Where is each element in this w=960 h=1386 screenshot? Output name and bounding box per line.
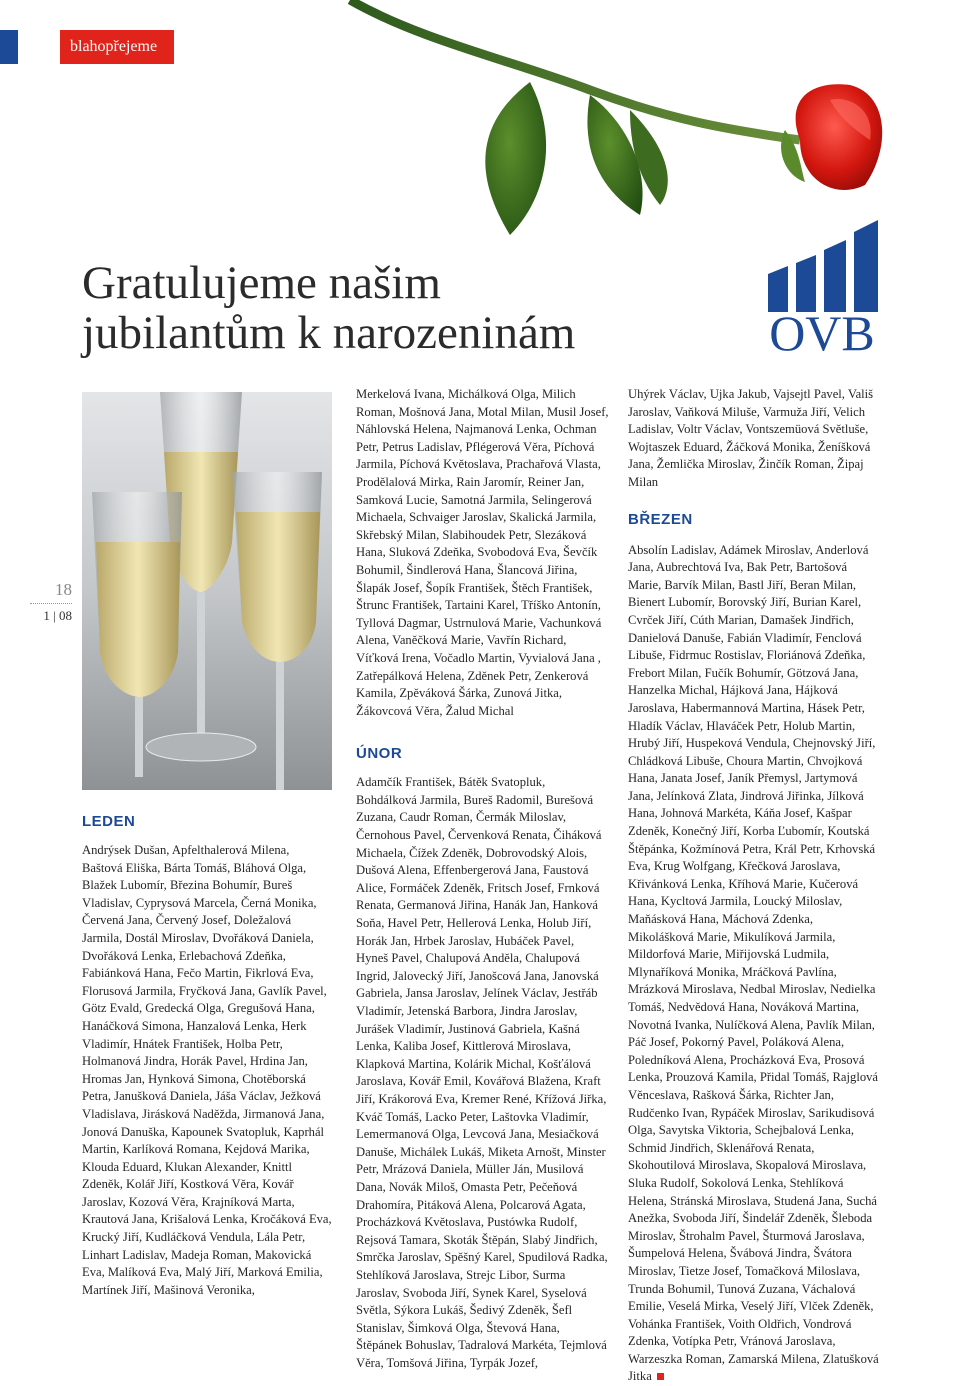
ovb-logo: [766, 214, 880, 361]
names-unor-part2: Uhýrek Václav, Ujka Jakub, Vajsejtl Pavel, Vališ Jaroslav, Vaňková Miluše, Varmuža Jiří, Velich Ladislav, Voltr Václav, Vontszemüová Světluše, Wojtaszek Eduard, Žáčková Monika, Ženíšková Jana, Žemlička Miroslav, Žinčík Roman, Žipaj Milan: [628, 387, 874, 489]
page-number-divider: [30, 603, 72, 604]
column-2: [356, 386, 609, 1372]
names-leden-part1: Andrýsek Dušan, Apfelthalerová Milena, Baštová Eliška, Bárta Tomáš, Bláhová Olga, Blažek Lubomír, Březina Bohumír, Bureš Vladislav, Cyprysová Marcela, Černá Monika, Červená Jana, Červený Josef, Doležalová Jarmila, Dostál Miroslav, Dvořáková Daniela, Dvořáková Lenka, Erlebachová Zdeňka, Fabiánková Hana, Fečo Martin, Fikrlová Eva, Florusová Jarmila, Fryčková Jana, Gavlík Pavel, Götz Evald, Gredecká Olga, Gregušová Hana, Hanáčková Simona, Hanzalová Lenka, Herk Vladimír, Hnátek František, Holba Petr, Holmanová Jindra, Horák Pavel, Hrdina Jan, Hromas Jan, Hynková Simona, Chotěborská Petra, Janušková Daniela, Jáša Václav, Ježková Vladislava, Jirásková Naděžda, Jirmanová Jana, Jonová Danuška, Kapounek Svatopluk, Kaprhál Martin, Karlíková Romana, Kejdová Marika, Klouda Eduard, Klukan Alexander, Knittl Zdeněk, Kolář Jiří, Kostková Věra, Kovář Jaroslav, Kozová Věra, Krajníková Marta, Krautová Jana, Krišalová Lenka, Kročáková Eva, Krucký Jiří, Kudláčková Vendula, Lála Petr, Linhart Ladislav, Madeja Roman, Makovická Eva, Malíková Eva, Malý Jiří, Marková Emilia, Martínek Jiří, Mašinová Veronika,: [82, 843, 332, 1297]
page-title: [82, 258, 722, 358]
names-leden-part2: Merkelová Ivana, Michálková Olga, Milich Roman, Mošnová Jana, Motal Milan, Musil Josef, Náhlovská Helena, Najmanová Lenka, Ochman Petr, Petrus Ladislav, Pflégerová Věra, Píchová Jarmila, Píchová Květoslava, Prachařová Vlasta, Prodělalová Mirka, Rain Jaromír, Reiner Jan, Samková Lucie, Samotná Jarmila, Selingerová Michaela, Schvaiger Jaroslav, Skalická Jarmila, Skřebský Milan, Slabihoudek Petr, Slezáková Hana, Sluková Zdeňka, Svobodová Eva, Ševčík Bohumil, Šindlerová Hana, Šlancová Jiřina, Šlapák Josef, Šopík František, Štěch František, Štrunc František, Tartaini Karel, Tříško Antonín, Tyllová Dagmar, Ustrnulová Marie, Vachunková Alena, Vaněčková Marie, Vavřín Richard, Víťková Irena, Vočadlo Martin, Vyvialová Jana , Zatřepálková Helena, Zděnek Petr, Zenkerová Kamila, Zpěváková Šárka, Zunová Jitka, Žákovcová Věra, Žalud Michal: [356, 387, 609, 718]
issue-number: 1 | 08: [43, 608, 72, 623]
end-of-article-mark: [657, 1373, 664, 1380]
month-heading-unor: ÚNOR: [356, 745, 403, 763]
title-line-1: Gratulujeme našim: [82, 257, 441, 309]
page-number-value: 18: [55, 580, 72, 599]
column-1: [82, 810, 332, 1299]
champagne-glasses-photo: [82, 392, 332, 790]
month-heading-brezen: BŘEZEN: [628, 510, 693, 528]
page-number: [30, 580, 72, 624]
names-unor-part1: Adamčík František, Bátěk Svatopluk, Bohdálková Jarmila, Bureš Radomil, Burešová Zuzana, Caudr Roman, Čermák Miloslav, Černohous Pavel, Červenková Renata, Čiháková Michaela, Čížek Zdeněk, Dobrovodský Alois, Dušová Alena, Effenbergerová Jana, Faustová Alice, Formáček Zdeněk, Fritsch Josef, Frnková Renata, Germanová Jiřina, Hanák Jan, Hanková Soňa, Havel Petr, Hellerová Lenka, Holub Jiří, Horák Jan, Hrbek Jaroslav, Hubáček Pavel, Hyneš Pavel, Chalupová Anděla, Chalupová Ingrid, Jalovecký Jiří, Janošcová Jana, Janovská Gabriela, Jansa Jaroslav, Jelínek Václav, Jestřáb Vladimír, Jetenská Barbora, Jindra Jaroslav, Jurášek Vladimír, Justinová Gabriela, Kašná Lenka, Kaliba Josef, Kittlerová Miroslava, Klapková Martina, Kolárik Michal, Košťálová Jaroslava, Kovář Emil, Kovářová Blažena, Kraft Jiří, Krákorová Eva, Kremer René, Křížová Jiřka, Kváč Tomáš, Lacko Peter, Laštovka Vladimír, Lemermanová Olga, Levcová Jana, Mesiačková Danuše, Michálek Lukáš, Miketa Arnošt, Minster Petr, Mrázová Daniela, Müller Ján, Musilová Dana, Novák Miloš, Omasta Petr, Pečeňová Drahomíra, Pitáková Alena, Polcarová Agata, Procházková Květoslava, Pustówka Rudolf, Rejsová Tamara, Skoták Štěpán, Slabý Jindřich, Smrčka Jaroslav, Spěšný Karel, Spudilová Radka, Stehlíková Jaroslava, Strejc Libor, Surma Jaroslav, Svoboda Jiří, Synek Karel, Syselová Světla, Sýkora Lukáš, Šedivý Zdeněk, Šefl Stanislav, Šimková Olga, Števová Hana, Štěpánek Bohuslav, Tadralová Markéta, Tejmlová Věra, Tomšová Jiřina, Tyrpák Jozef,: [356, 775, 608, 1370]
title-line-2: jubilantům k narozeninám: [82, 307, 576, 359]
section-tag: blahopřejeme: [60, 30, 174, 64]
month-heading-leden: LEDEN: [82, 813, 136, 830]
names-brezen: Absolín Ladislav, Adámek Miroslav, Anderlová Jana, Aubrechtová Iva, Bak Petr, Bartošová Marie, Barvík Milan, Bastl Jiří, Beran Milan, Bienert Lubomír, Borovský Jiří, Burian Karel, Cvrček Jiří, Cúth Marian, Damašek Jindřich, Danielová Danuše, Fabián Vladimír, Fenclová Libuše, Fidrmuc Rostislav, Floriánová Zdeňka, Frebort Milan, Fučík Bohumír, Götzová Jana, Hanzelka Michal, Hájková Jana, Hájková Jaroslava, Habermannová Martina, Hásek Petr, Hladík Václav, Hlaváček Petr, Holub Martin, Hrubý Jiří, Huspeková Vendula, Chejnovský Jiří, Chládková Libuše, Choura Martin, Chvojková Hana, Janata Josef, Janík Přemysl, Jartymová Jana, Jelínková Zlata, Jindrová Jiřinka, Jílková Hana, Johnová Markéta, Káňa Josef, Kašpar Zdeněk, Konečný Jiří, Korba Ľubomír, Koutská Štěpánka, Kožmínová Petra, Král Petr, Krhovská Eva, Krug Wolfgang, Křečková Jaroslava, Křivánková Lenka, Kříhová Marie, Kučerová Hana, Kycltová Jarmila, Loucký Miloslav, Maňásková Hana, Máchová Zdenka, Mikolášková Marie, Mikulíková Jarmila, Mildorfová Marie, Miřijovská Ludmila, Mlynaříková Monika, Mráčková Pavlína, Mrázková Miroslava, Nedbal Miroslav, Nedielka Tomáš, Nedvědová Hana, Nováková Martina, Novotná Ivanka, Nulíčková Alena, Pavlík Milan, Páč Josef, Pokorný Pavel, Poláková Alena, Poledníková Alena, Procházková Eva, Prosová Lenka, Prouzová Kamila, Přidal Tomáš, Rajglová Věnceslava, Rašková Šárka, Richter Jan, Rudčenko Ivan, Rypáček Miroslav, Sarikudisová Olga, Savytska Viktoria, Schejbalová Lenka, Schmid Jindřich, Sklenářová Renata, Skohoutilová Miroslava, Skopalová Miroslava, Sluka Rudolf, Sokolová Lenka, Stehlíková Helena, Stránská Miroslava, Studená Jana, Suchá Anežka, Svoboda Jiří, Šindelář Zdeněk, Šleboda Miroslav, Štrohalm Pavel, Šturmová Jaroslava, Šumpelová Helena, Švábová Jindra, Švátora Miroslav, Tietze Josef, Tomačková Miloslava, Trunda Bohumil, Tunová Zuzana, Váchalová Emilie, Veselá Mirka, Veselý Jiří, Vlček Zdeněk, Vohánka František, Voith Oldřich, Vondrová Zdenka, Votípka Petr, Vránová Jaroslava, Warzeszka Roman, Zamarská Milena, Zlatušková Jitka: [628, 542, 879, 1384]
column-3: [628, 386, 880, 1386]
logo-text: OVB: [769, 305, 875, 361]
header-accent-bar: [0, 30, 18, 64]
